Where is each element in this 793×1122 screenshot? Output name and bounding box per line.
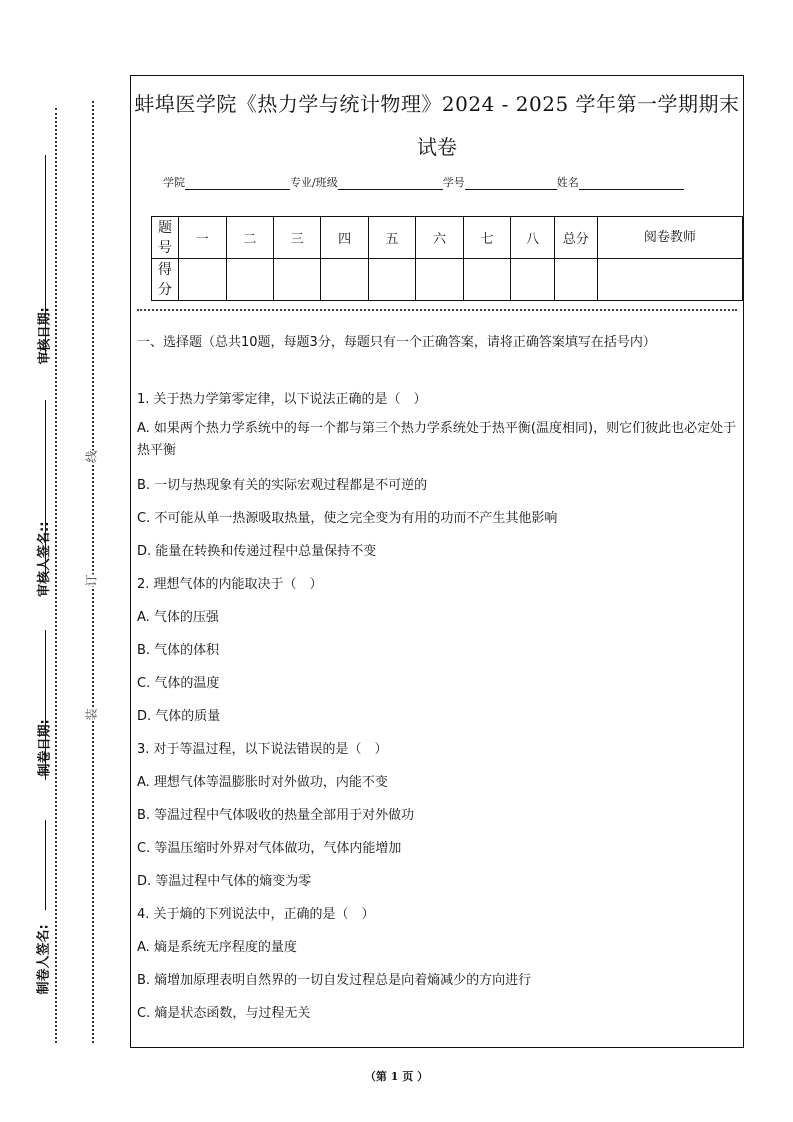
question-2-option-c: C. 气体的温度 xyxy=(137,676,220,691)
question-4-stem: 4. 关于熵的下列说法中，正确的是（ ） xyxy=(137,907,375,922)
question-3-option-d: D. 等温过程中气体的熵变为零 xyxy=(137,874,312,889)
student-id-label: 学号 xyxy=(442,176,465,189)
score-cell-3[interactable] xyxy=(273,259,320,301)
question-1-option-b: B. 一切与热现象有关的实际宏观过程都是不可逆的 xyxy=(137,478,428,493)
col-8: 八 xyxy=(511,217,555,259)
section-heading: 一、选择题（总共10题，每题3分，每题只有一个正确答案，请将正确答案填写在括号内） xyxy=(137,335,656,350)
col-total: 总分 xyxy=(554,217,597,259)
name-field[interactable] xyxy=(579,177,684,190)
question-2-option-a: A. 气体的压强 xyxy=(137,610,219,625)
preparer-signature-label: 制卷人签名: xyxy=(36,924,52,995)
question-2-option-b: B. 气体的体积 xyxy=(137,643,220,658)
prepare-date-label: 制卷日期: xyxy=(37,719,53,777)
question-4-option-a: A. 熵是系统无序程度的量度 xyxy=(137,940,297,955)
question-1-option-c: C. 不可能从单一热源吸取热量，使之完全变为有用的功而不产生其他影响 xyxy=(137,511,558,526)
score-table-score-row xyxy=(152,259,743,301)
binding-mark-ding: 订 xyxy=(84,574,99,587)
question-3-stem: 3. 对于等温过程，以下说法错误的是（ ） xyxy=(137,742,388,757)
question-1-stem: 1. 关于热力学第零定律，以下说法正确的是（ ） xyxy=(137,392,427,407)
binding-dotted-line-inner xyxy=(92,101,94,1043)
major-class-field[interactable] xyxy=(338,177,443,190)
col-5: 五 xyxy=(368,217,415,259)
student-id-field[interactable] xyxy=(465,177,557,190)
question-2-option-d: D. 气体的质量 xyxy=(137,709,221,724)
question-4-option-b: B. 熵增加原理表明自然界的一切自发过程总是向着熵减少的方向进行 xyxy=(137,973,532,988)
review-date-label: 审核日期: xyxy=(37,307,53,365)
score-cell-6[interactable] xyxy=(416,259,463,301)
binding-mark-zhuang: 装 xyxy=(84,708,99,721)
dotted-separator xyxy=(137,309,737,311)
score-cell-2[interactable] xyxy=(226,259,273,301)
question-1-option-a: A. 如果两个热力学系统中的每一个都与第三个热力学系统处于热平衡(温度相同)，则它们彼此也必定处于热平衡 xyxy=(137,421,737,458)
col-3: 三 xyxy=(273,217,320,259)
reviewer-signature-label: 审核人签名:: xyxy=(37,521,52,597)
col-6: 六 xyxy=(416,217,463,259)
score-cell-grader[interactable] xyxy=(597,259,742,301)
question-3-option-c: C. 等温压缩时外界对气体做功，气体内能增加 xyxy=(137,841,402,856)
col-7: 七 xyxy=(463,217,510,259)
col-grader: 阅卷教师 xyxy=(597,217,742,259)
question-3-option-b: B. 等温过程中气体吸收的热量全部用于对外做功 xyxy=(137,808,415,823)
page-number: （第 1 页 ） xyxy=(364,1070,429,1083)
exam-title: 蚌埠医学院《热力学与统计物理》2024 - 2025 学年第一学期期末 xyxy=(134,92,740,116)
question-1-option-d: D. 能量在转换和传递过程中总量保持不变 xyxy=(137,544,377,559)
col-4: 四 xyxy=(321,217,368,259)
score-cell-5[interactable] xyxy=(368,259,415,301)
score-table xyxy=(151,216,743,301)
score-header: 得分 xyxy=(152,259,179,301)
signature-line-bottom xyxy=(45,820,46,910)
college-label: 学院 xyxy=(163,176,185,189)
score-cell-8[interactable] xyxy=(511,259,555,301)
question-2-stem: 2. 理想气体的内能取决于（ ） xyxy=(137,577,323,592)
name-label: 姓名 xyxy=(556,176,579,189)
score-cell-total[interactable] xyxy=(554,259,597,301)
exam-title-continued: 试卷 xyxy=(417,135,457,159)
student-info-row xyxy=(163,174,684,190)
exam-page-frame xyxy=(130,75,744,1048)
score-table-header-row xyxy=(152,217,743,259)
question-3-option-a: A. 理想气体等温膨胀时对外做功，内能不变 xyxy=(137,775,388,790)
col-1: 一 xyxy=(179,217,226,259)
college-field[interactable] xyxy=(185,177,290,190)
score-cell-4[interactable] xyxy=(321,259,368,301)
question-4-option-c: C. 熵是状态函数，与过程无关 xyxy=(137,1006,311,1021)
major-class-label: 专业/班级 xyxy=(290,176,338,189)
binding-dotted-line-outer xyxy=(55,108,57,1043)
binding-mark-line: 线 xyxy=(84,450,99,463)
score-cell-1[interactable] xyxy=(179,259,226,301)
col-2: 二 xyxy=(226,217,273,259)
question-number-header: 题号 xyxy=(152,217,179,259)
score-cell-7[interactable] xyxy=(463,259,510,301)
